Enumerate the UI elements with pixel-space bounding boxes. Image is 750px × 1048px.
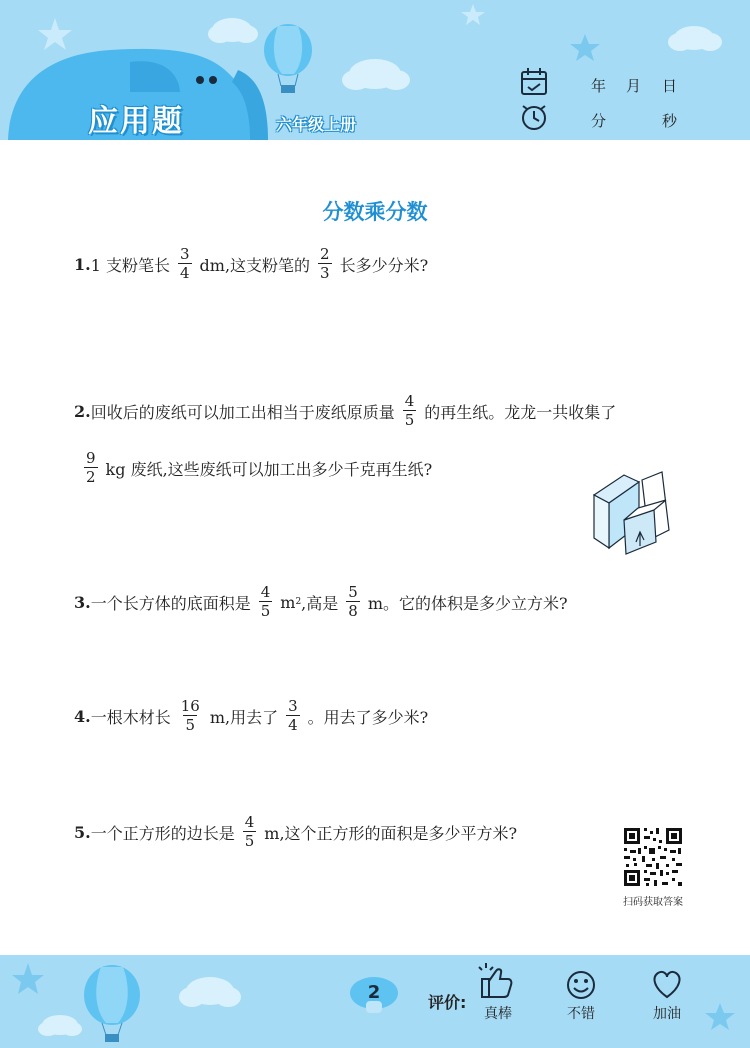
question-text: dm,这支粉笔的 bbox=[199, 255, 311, 275]
minute-field-label: 分 bbox=[591, 112, 607, 130]
question-2 bbox=[74, 393, 616, 429]
qr-code[interactable] bbox=[622, 826, 684, 888]
question-number: 3. bbox=[74, 592, 91, 612]
section-title: 分数乘分数 bbox=[322, 200, 428, 224]
question-1 bbox=[74, 246, 428, 282]
recycle-box-illustration bbox=[584, 470, 676, 562]
question-5 bbox=[74, 814, 517, 850]
page-footer bbox=[0, 955, 750, 1048]
fraction: $\frac{3}{4}$ bbox=[179, 245, 190, 282]
question-number: 1. bbox=[74, 254, 91, 274]
star-icon bbox=[570, 34, 600, 61]
question-text: 的再生纸。龙龙一共收集了 bbox=[424, 402, 617, 422]
question-text: m,用去了 bbox=[209, 707, 279, 727]
question-text: m。它的体积是多少立方米? bbox=[367, 593, 568, 613]
rating-great[interactable]: 真棒 bbox=[484, 1006, 512, 1022]
question-text: 。用去了多少米? bbox=[307, 707, 429, 727]
grade-label: 六年级上册 bbox=[276, 115, 357, 134]
thumbs-up-icon bbox=[479, 963, 511, 997]
question-text: 回收后的废纸可以加工出相当于废纸原质量 bbox=[90, 402, 395, 422]
day-field-label: 日 bbox=[662, 77, 678, 95]
qr-caption: 扫码获取答案 bbox=[623, 897, 683, 908]
balloon-icon bbox=[264, 24, 312, 93]
question-text: 一根木材长 bbox=[90, 707, 171, 727]
clock-icon bbox=[523, 106, 545, 129]
second-field-label: 秒 bbox=[662, 112, 678, 130]
question-number: 4. bbox=[74, 706, 91, 726]
question-2-line-2 bbox=[84, 450, 432, 486]
star-icon bbox=[461, 4, 485, 25]
fraction: $\frac{4}{5}$ bbox=[244, 813, 255, 850]
cloud-icon bbox=[668, 26, 722, 51]
question-text: m,这个正方形的面积是多少平方米? bbox=[264, 823, 518, 843]
heart-icon bbox=[655, 972, 680, 997]
year-field-label: 年 bbox=[591, 77, 607, 95]
month-field-label: 月 bbox=[626, 77, 642, 95]
question-number: 2. bbox=[74, 401, 91, 421]
unit-text: m bbox=[280, 592, 296, 612]
smiley-icon bbox=[568, 972, 594, 998]
fraction: $\frac{4}{5}$ bbox=[260, 583, 271, 620]
star-icon bbox=[12, 963, 44, 994]
fraction: $\frac{4}{5}$ bbox=[404, 392, 415, 429]
fraction: $\frac{3}{4}$ bbox=[288, 697, 298, 734]
question-text: 1 支粉笔长 bbox=[90, 255, 170, 275]
question-text: kg 废纸,这些废纸可以加工出多少千克再生纸? bbox=[105, 459, 433, 479]
fraction: $\frac{2}{3}$ bbox=[320, 245, 330, 282]
page-number: 2 bbox=[367, 982, 381, 1003]
rating-good[interactable]: 不错 bbox=[567, 1006, 595, 1022]
fraction: $\frac{16}{5}$ bbox=[180, 697, 200, 734]
question-4 bbox=[74, 698, 428, 734]
calendar-icon bbox=[522, 68, 546, 94]
star-icon bbox=[38, 18, 72, 50]
cloud-icon bbox=[38, 1015, 82, 1036]
balloon-icon bbox=[84, 965, 140, 1042]
fraction: $\frac{5}{8}$ bbox=[348, 583, 358, 620]
book-title: 应用题 bbox=[88, 104, 184, 139]
evaluation-label: 评价: bbox=[428, 993, 467, 1012]
rating-keep-going[interactable]: 加油 bbox=[653, 1006, 681, 1022]
fraction: $\frac{9}{2}$ bbox=[86, 449, 96, 486]
question-text: ,高是 bbox=[301, 593, 339, 613]
question-text: 长多少分米? bbox=[339, 255, 429, 275]
star-icon bbox=[705, 1003, 735, 1030]
page-header bbox=[0, 0, 750, 140]
question-text: 一个正方形的边长是 bbox=[90, 823, 235, 843]
unit-exponent: 2 bbox=[295, 597, 302, 607]
question-3 bbox=[74, 584, 568, 620]
cloud-icon bbox=[179, 977, 241, 1007]
cloud-icon bbox=[208, 18, 258, 43]
question-number: 5. bbox=[74, 822, 91, 842]
question-text: 一个长方体的底面积是 bbox=[90, 593, 251, 613]
cloud-icon bbox=[342, 59, 410, 90]
